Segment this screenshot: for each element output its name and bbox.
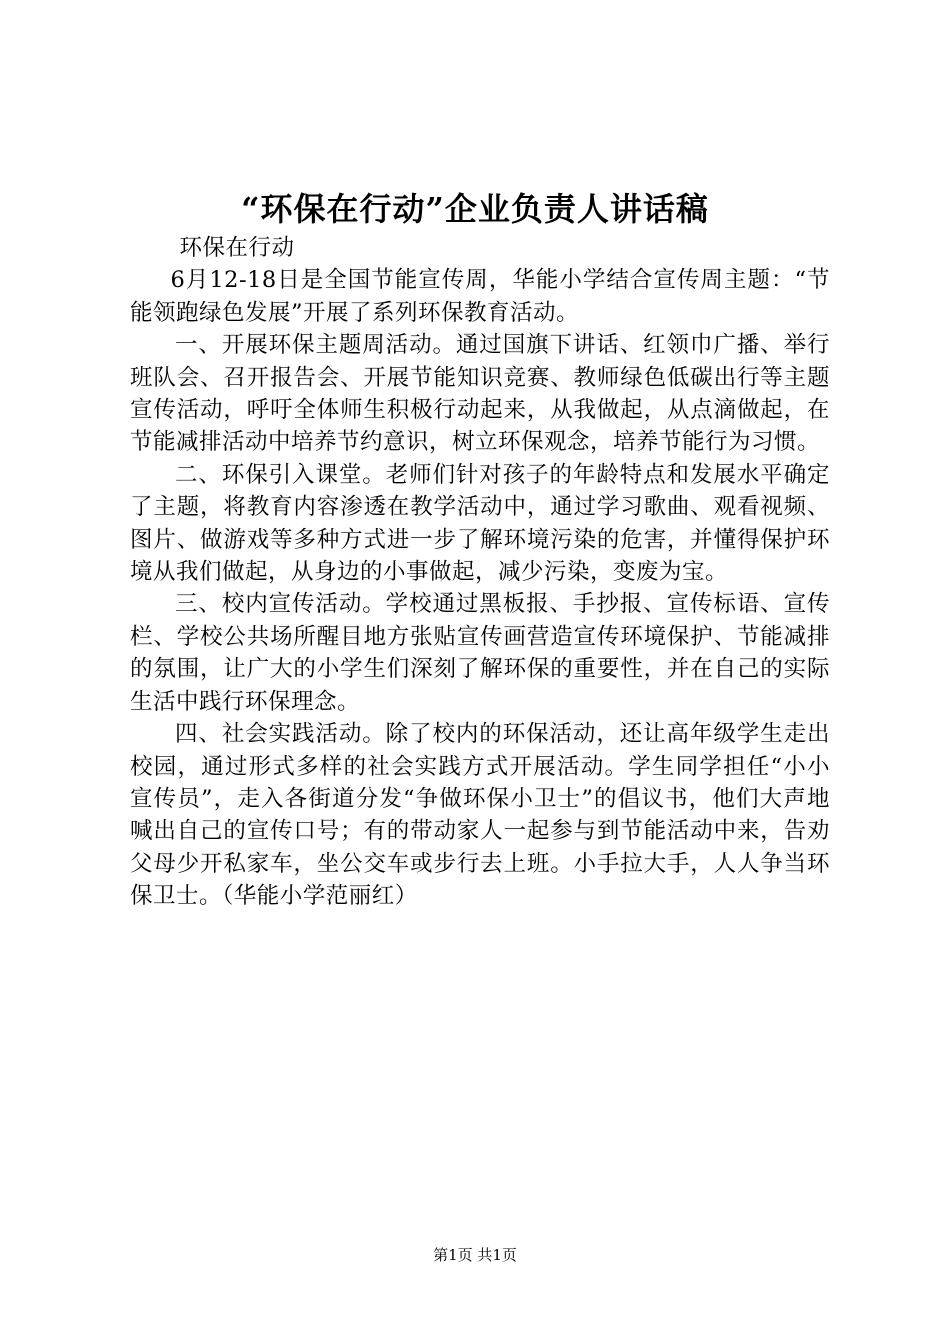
paragraph-intro: 6月12-18日是全国节能宣传周，华能小学结合宣传周主题：“节能领跑绿色发展”开展了系列环保教育活动。 bbox=[130, 267, 830, 326]
paragraph-section-3: 三、校内宣传活动。学校通过黑板报、手抄报、宣传标语、宣传栏、学校公共场所醒目地方张贴宣传画营造宣传环境保护、节能减排的氛围，让广大的小学生们深刻了解环保的重要性，并在自己的实际生活中践行环保理念。 bbox=[130, 591, 830, 715]
document-title: “环保在行动”企业负责人讲话稿 bbox=[241, 190, 709, 228]
page-footer: 第1页 共1页 bbox=[433, 1246, 517, 1264]
paragraph-section-2: 二、环保引入课堂。老师们针对孩子的年龄特点和发展水平确定了主题，将教育内容渗透在教学活动中，通过学习歌曲、观看视频、图片、做游戏等多种方式进一步了解环境污染的危害，并懂得保护环境从我们做起，从身边的小事做起，减少污染，变废为宝。 bbox=[130, 461, 830, 586]
paragraph-section-1: 一、开展环保主题周活动。通过国旗下讲话、红领巾广播、举行班队会、召开报告会、开展节能知识竞赛、教师绿色低碳出行等主题宣传活动，呼吁全体师生积极行动起来，从我做起，从点滴做起，在节能减排活动中培养节约意识，树立环保观念，培养节能行为习惯。 bbox=[130, 332, 830, 456]
document-body bbox=[130, 232, 830, 913]
paragraph-section-4: 四、社会实践活动。除了校内的环保活动，还让高年级学生走出校园，通过形式多样的社会实践方式开展活动。学生同学担任“小小宣传员”，走入各街道分发“争做环保小卫士”的倡议书，他们大声地喊出自己的宣传口号；有的带动家人一起参与到节能活动中来，告劝父母少开私家车，坐公交车或步行去上班。小手拉大手，人人争当环保卫士。（华能小学范丽红） bbox=[130, 721, 830, 910]
paragraph-subtitle: 环保在行动 bbox=[179, 235, 295, 261]
